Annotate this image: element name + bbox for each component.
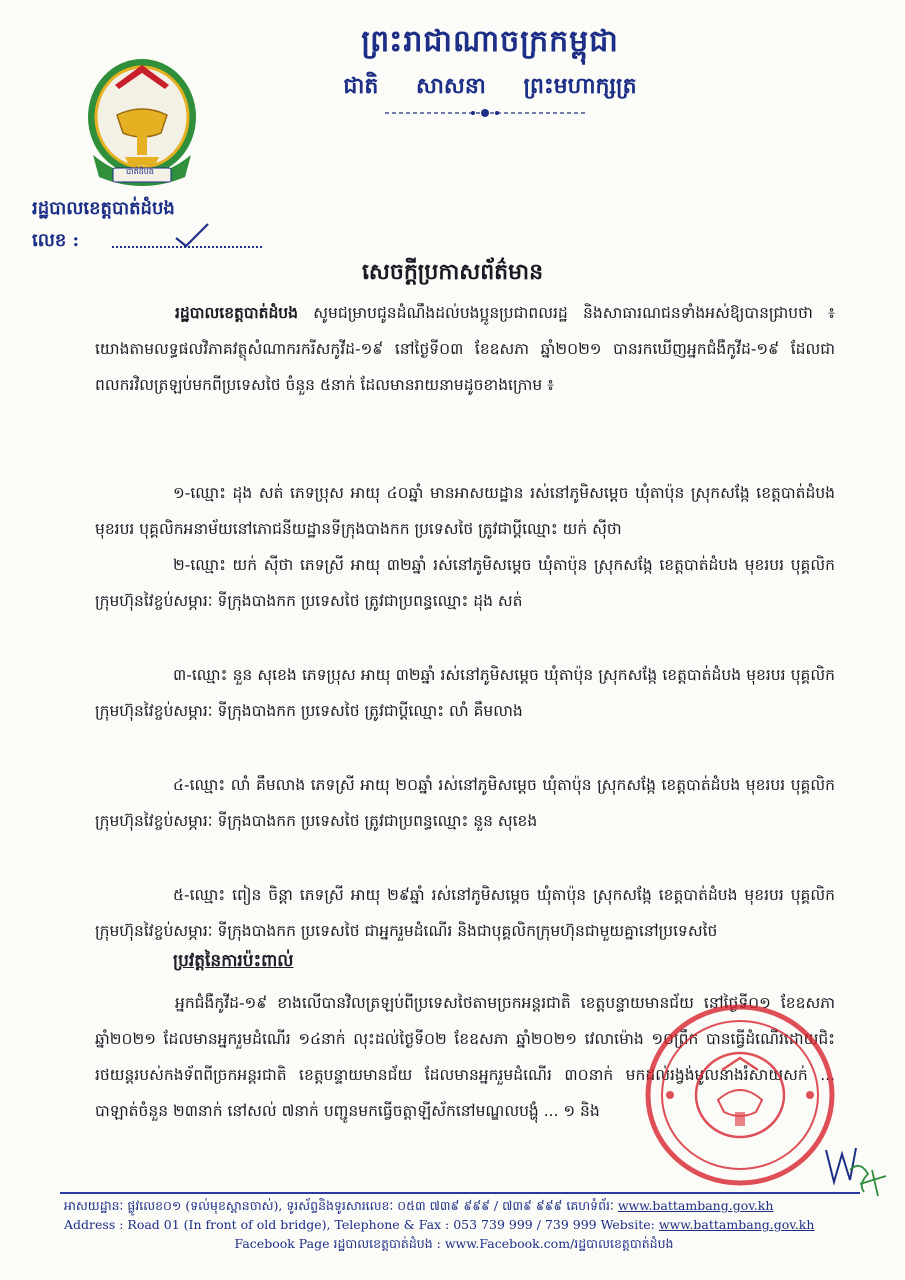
national-motto: ជាតិ សាសនា ព្រះមហាក្សត្រ [343,73,637,99]
footer-address-en-text: : Road 01 (In front of old bridge), Telephone & Fax : 053 739 999 / 739 999 Website: [119,1217,655,1232]
intro-lead: រដ្ឋបាលខេត្តបាត់ដំបង [175,303,298,322]
exposure-history-paragraph: អ្នកជំងឺកូវីដ-១៩ ខាងលើបានវិលត្រឡប់ពីប្រទេសថៃតាមច្រកអន្តរជាតិ ខេត្តបន្ទាយមានជ័យ នៅថ្ងៃទី០១ ខែឧសភា ឆ្នាំ២០២១ ដែលមានអ្នករួមដំណើរ ១៤នាក់ លុះដល់ថ្ងៃទី០២ ខែឧសភា ឆ្នាំ២០២១ វេលាម៉ោង ១០ព្រឹក បានធ្វើដំណើរដោយជិះរថយន្តរបស់កងទ័ពពីច្រកអន្តរជាតិ ខេត្តបន្ទាយមានជ័យ ដែលមានអ្នករួមដំណើរ ៣០នាក់ មកដល់រង្វង់មូលនាងរំសាយសក់ ... បាឡាត់ចំនួន ២៣នាក់ នៅសល់ ៧នាក់ បញ្ជូនមកធ្វើចត្តាឡីស័កនៅមណ្ឌលបង្ហុំ ... ១ និង [95,994,835,1120]
list-item: ៣-ឈ្មោះ នួន សុខេង ភេទប្រុស អាយុ ៣២ឆ្នាំ រស់នៅភូមិសម្តេច ឃុំតាប៉ុន ស្រុកសង្កែ ខេត្តបាត់ដំបង មុខរបរ បុគ្គលិកក្រុមហ៊ុនវៃខ្ចប់សម្ភារៈ ទីក្រុងបាងកក ប្រទេសថៃ ត្រូវជាប្តីឈ្មោះ លាំ គឹមលាង [95,666,835,720]
emblem-caption: បាត់ដំបង [126,167,154,176]
website-link[interactable]: www.battambang.gov.kh [617,1198,774,1213]
official-seal-icon [640,1000,840,1190]
handwritten-initials-icon [820,1140,890,1200]
list-item: ១-ឈ្មោះ ដុង សត់ ភេទប្រុស អាយុ ៤០ឆ្នាំ មានអាសយដ្ឋាន រស់នៅភូមិសម្តេច ឃុំតាប៉ុន ស្រុកសង្កែ ខេត្តបាត់ដំបង មុខរបរ បុគ្គលិកអនាម័យនៅភោជនីយដ្ឋានទីក្រុងបាងកក ប្រទេសថៃ ត្រូវជាប្តីឈ្មោះ យក់ ស៊ីថា [95,484,835,538]
reference-number-row [32,228,262,256]
issuing-authority: រដ្ឋបាលខេត្តបាត់ដំបង [32,198,175,219]
footer-address-khmer [64,1198,844,1217]
list-item: ៤-ឈ្មោះ លាំ គឹមលាង ភេទស្រី អាយុ ២០ឆ្នាំ រស់នៅភូមិសម្តេច ឃុំតាប៉ុន ស្រុកសង្កែ ខេត្តបាត់ដំបង មុខរបរ បុគ្គលិកក្រុមហ៊ុនវៃខ្ចប់សម្ភារៈ ទីក្រុងបាងកក ប្រទេសថៃ ត្រូវជាប្រពន្ធឈ្មោះ នួន សុខេង [95,776,835,830]
list-item: ២-ឈ្មោះ យក់ ស៊ីថា ភេទស្រី អាយុ ៣២ឆ្នាំ រស់នៅភូមិសម្តេច ឃុំតាប៉ុន ស្រុកសង្កែ ខេត្តបាត់ដំបង មុខរបរ បុគ្គលិកក្រុមហ៊ុនវៃខ្ចប់សម្ភារៈ ទីក្រុងបាងកក ប្រទេសថៃ ត្រូវជាប្រពន្ធឈ្មោះ ដុង សត់ [95,556,835,610]
website-link-en[interactable]: www.battambang.gov.kh [658,1217,815,1232]
footer-divider [60,1192,860,1194]
list-item: ៥-ឈ្មោះ ពៀន ចិន្តា ភេទស្រី អាយុ ២៩ឆ្នាំ រស់នៅភូមិសម្តេច ឃុំតាប៉ុន ស្រុកសង្កែ ខេត្តបាត់ដំបង មុខរបរ បុគ្គលិកក្រុមហ៊ុនវៃខ្ចប់សម្ភារៈ ទីក្រុងបាងកក ប្រទេសថៃ ជាអ្នករួមដំណើរ និងជាបុគ្គលិកក្រុមហ៊ុនជាមួយគ្នានៅប្រទេសថៃ [95,886,835,940]
footer-facebook: Facebook Page រដ្ឋបាលខេត្តបាត់ដំបង : www.Facebook.com/រដ្ឋបាលខេត្តបាត់ដំបង [234,1236,674,1251]
section-heading: ប្រវត្តនៃការប៉ះពាល់ [173,951,294,971]
intro-paragraph [95,295,835,403]
footer-address-label: Address [64,1217,116,1232]
divider-ornament-icon [385,106,585,120]
footer-address-english [64,1217,844,1232]
kingdom-heading: ព្រះរាជាណាចក្រកម្ពុជា [361,24,619,59]
reference-label: លេខ : [32,230,80,251]
footer-address-km-text: អាសយដ្ឋានៈ ផ្លូវលេខ០១ (ទល់មុខស្ពានចាស់), ទូរស័ព្ទនិងទូរសារលេខៈ ០៥៣ ៧៣៩ ៩៩៩ / ៧៣៩ ៩៩៩ គេហទំព័រៈ [64,1198,614,1213]
handwritten-checkmark-icon [172,222,212,250]
intro-text: សូមជម្រាបជូនដំណឹងដល់បងប្អូនប្រជាពលរដ្ឋ និងសាធារណជនទាំងអស់ឱ្យបានជ្រាបថា ៖ យោងតាមលទ្ធផលវិភាគវត្ថុសំណាករករីសកូវីដ-១៩ នៅថ្ងៃទី០៣ ខែឧសភា ឆ្នាំ២០២១ បានរកឃើញអ្នកជំងឺកូវីដ-១៩ ដែលជាពលករវិលត្រឡប់មកពីប្រទេសថៃ ចំនួន ៥នាក់ ដែលមានរាយនាមដូចខាងក្រោម ៖ [95,304,835,394]
document-title: សេចក្តីប្រកាសព័ត៌មាន [361,259,544,285]
